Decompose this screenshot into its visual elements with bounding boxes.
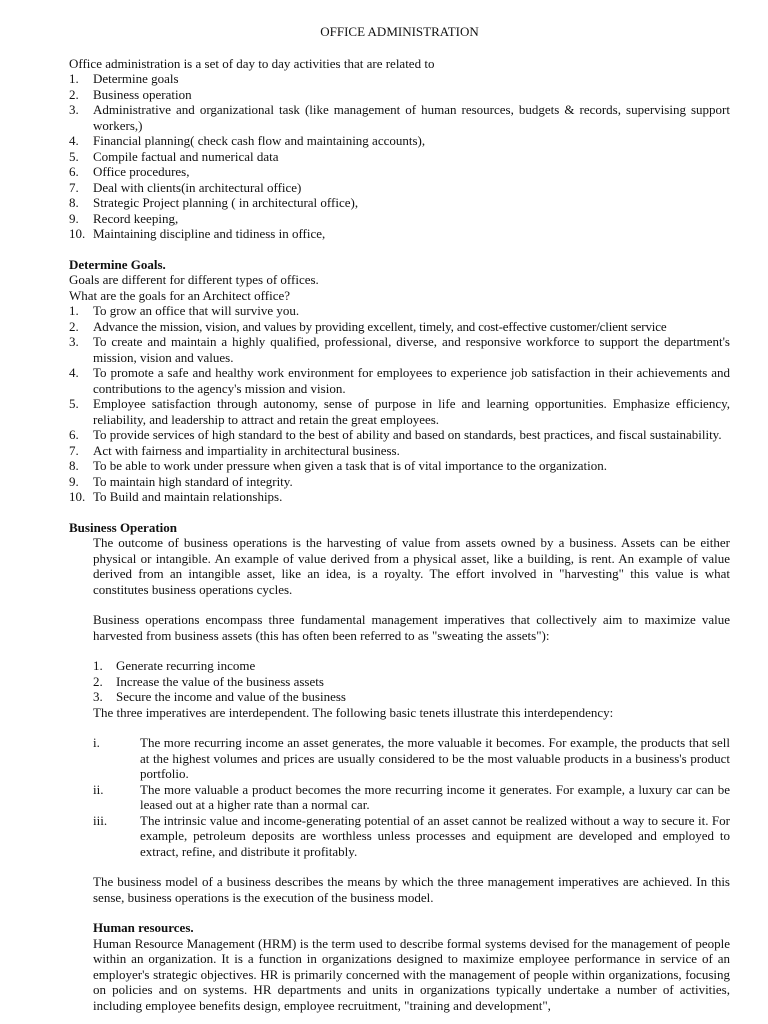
business-para-3: The three imperatives are interdependent. The following basic tenets illustrate this interdependency:	[93, 704, 614, 720]
item-number: 5.	[69, 396, 79, 411]
list-item	[69, 71, 730, 87]
section-heading-business: Business Operation	[69, 519, 177, 535]
list-item	[69, 489, 730, 505]
item-text: To create and maintain a highly qualified, professional, diverse, and responsive workforce to support the department's mission, vision and values.	[93, 334, 730, 365]
item-text: Secure the income and value of the business	[116, 689, 346, 704]
item-number: 10.	[69, 226, 86, 241]
section-heading-hr: Human resources.	[93, 920, 194, 935]
document-body	[69, 24, 730, 1013]
goals-list	[69, 303, 730, 505]
item-text: Record keeping,	[93, 210, 179, 226]
item-text: Employee satisfaction through autonomy, sense of purpose in life and learning opportunities. Emphasize efficiency, reliability, and leadership to attract and retain the great employees.	[93, 396, 730, 427]
item-text: Advance the mission, vision, and values by providing excellent, timely, and cost-effective customer/client service	[93, 318, 667, 334]
list-item	[69, 195, 730, 211]
item-text: To grow an office that will survive you.	[93, 303, 300, 318]
item-text: Compile factual and numerical data	[93, 148, 279, 164]
item-text: Deal with clients(in architectural office)	[93, 179, 302, 195]
business-section	[69, 535, 730, 936]
list-item	[69, 133, 730, 149]
item-text: To promote a safe and healthy work environment for employees to experience job satisfaction in their achievements and contributions to the agency's mission and vision.	[93, 365, 730, 396]
hr-para: Human Resource Management (HRM) is the term used to describe formal systems devised for the management of people within an organization. It is a function in organizations designed to maximize employee performance in service of an employer's strategic objectives. HR is primarily concerned with the management of people within organizations, focusing on policies and on systems. HR departments and units in organizations typically undertake a number of activities, including employee benefits design, employee recruitment, "training and development",	[93, 935, 730, 1013]
item-text: Financial planning( check cash flow and maintaining accounts),	[93, 133, 426, 148]
tenets-list	[93, 735, 730, 859]
item-text: Administrative and organizational task (like management of human resources, budgets & records, supervising support workers,)	[93, 102, 730, 133]
item-text: The more recurring income an asset generates, the more valuable it becomes. For example, the products that sell at the highest volumes and prices are usually considered to be the most valuable products in a business's product portfolio.	[140, 735, 730, 781]
item-number: 6.	[69, 427, 79, 442]
item-text: Increase the value of the business assets	[116, 673, 324, 689]
business-para-1: The outcome of business operations is the harvesting of value from assets owned by a business. Assets can be either physical or intangible. An example of value derived from a physical asset, like a building, is rent. An example of value derived from an intangible asset, like an idea, is a royalty. The effort involved in "harvesting" this value is what constitutes business operations cycles.	[93, 535, 730, 597]
list-item	[93, 674, 730, 690]
list-item	[69, 365, 730, 396]
item-number: 4.	[69, 133, 79, 148]
item-text: Business operation	[93, 86, 192, 102]
item-text: The more valuable a product becomes the more recurring income it generates. For example, a luxury car can be leased out at a higher rate than a normal car.	[140, 781, 730, 812]
item-text: Maintaining discipline and tidiness in office,	[93, 226, 326, 241]
item-number: 10.	[69, 489, 86, 504]
item-number: iii.	[93, 812, 108, 828]
item-number: 1.	[69, 303, 79, 318]
item-number: 9.	[69, 473, 79, 489]
item-number: 7.	[69, 442, 79, 458]
item-text: The intrinsic value and income-generating potential of an asset cannot be realized without a way to secure it. For example, petroleum deposits are worthless unless processes and equipment are developed and employed to extract, refine, and distribute it profitably.	[140, 812, 730, 859]
list-item	[69, 396, 730, 427]
item-text: To be able to work under pressure when given a task that is of vital importance to the organization.	[93, 458, 608, 473]
item-number: 4.	[69, 365, 79, 380]
list-item	[69, 102, 730, 133]
list-item	[69, 211, 730, 227]
item-text: Act with fairness and impartiality in architectural business.	[93, 442, 400, 458]
page-title: OFFICE ADMINISTRATION	[320, 24, 479, 39]
goals-line-2: What are the goals for an Architect office?	[69, 287, 291, 303]
item-number: 5.	[69, 148, 79, 164]
section-heading-goals: Determine Goals.	[69, 256, 166, 272]
list-item	[69, 303, 730, 319]
item-text: To maintain high standard of integrity.	[93, 473, 293, 489]
list-item	[69, 149, 730, 165]
item-number: 9.	[69, 210, 79, 226]
item-number: 1.	[93, 658, 103, 673]
item-text: Strategic Project planning ( in architectural office),	[93, 195, 359, 210]
item-number: 3.	[69, 334, 79, 349]
item-number: 1.	[69, 71, 79, 86]
item-number: 3.	[93, 689, 103, 704]
item-number: 7.	[69, 179, 79, 195]
list-item	[69, 319, 730, 335]
list-item	[93, 735, 730, 782]
list-item	[69, 458, 730, 474]
intro-list	[69, 71, 730, 242]
item-text: To provide services of high standard to the best of ability and based on standards, best practices, and fiscal sustainability.	[93, 427, 722, 442]
item-number: 2.	[69, 86, 79, 102]
item-number: 3.	[69, 102, 79, 117]
list-item	[93, 782, 730, 813]
list-item	[69, 164, 730, 180]
item-number: 8.	[69, 458, 79, 473]
item-text: Determine goals	[93, 71, 179, 86]
business-para-2: Business operations encompass three fundamental management imperatives that collectively aim to maximize value harvested from business assets (this has often been referred to as "sweating the assets"):	[93, 612, 730, 643]
item-number: i.	[93, 735, 100, 750]
business-para-4: The business model of a business describes the means by which the three management imperatives are achieved. In this sense, business operations is the execution of the business model.	[93, 874, 730, 905]
imperatives-list	[93, 658, 730, 705]
list-item	[69, 334, 730, 365]
item-text: Generate recurring income	[116, 658, 256, 673]
list-item	[93, 658, 730, 674]
list-item	[69, 180, 730, 196]
list-item	[69, 474, 730, 490]
list-item	[69, 226, 730, 242]
item-number: 2.	[93, 673, 103, 689]
goals-line-1: Goals are different for different types of offices.	[69, 272, 319, 287]
list-item	[69, 87, 730, 103]
list-item	[69, 443, 730, 459]
item-number: 8.	[69, 195, 79, 210]
item-number: ii.	[93, 781, 104, 797]
list-item	[93, 689, 730, 705]
list-item	[93, 813, 730, 860]
item-text: To Build and maintain relationships.	[93, 489, 283, 504]
item-number: 2.	[69, 318, 79, 334]
list-item	[69, 427, 730, 443]
intro-text: Office administration is a set of day to day activities that are related to	[69, 55, 435, 71]
item-text: Office procedures,	[93, 164, 190, 179]
item-number: 6.	[69, 164, 79, 179]
